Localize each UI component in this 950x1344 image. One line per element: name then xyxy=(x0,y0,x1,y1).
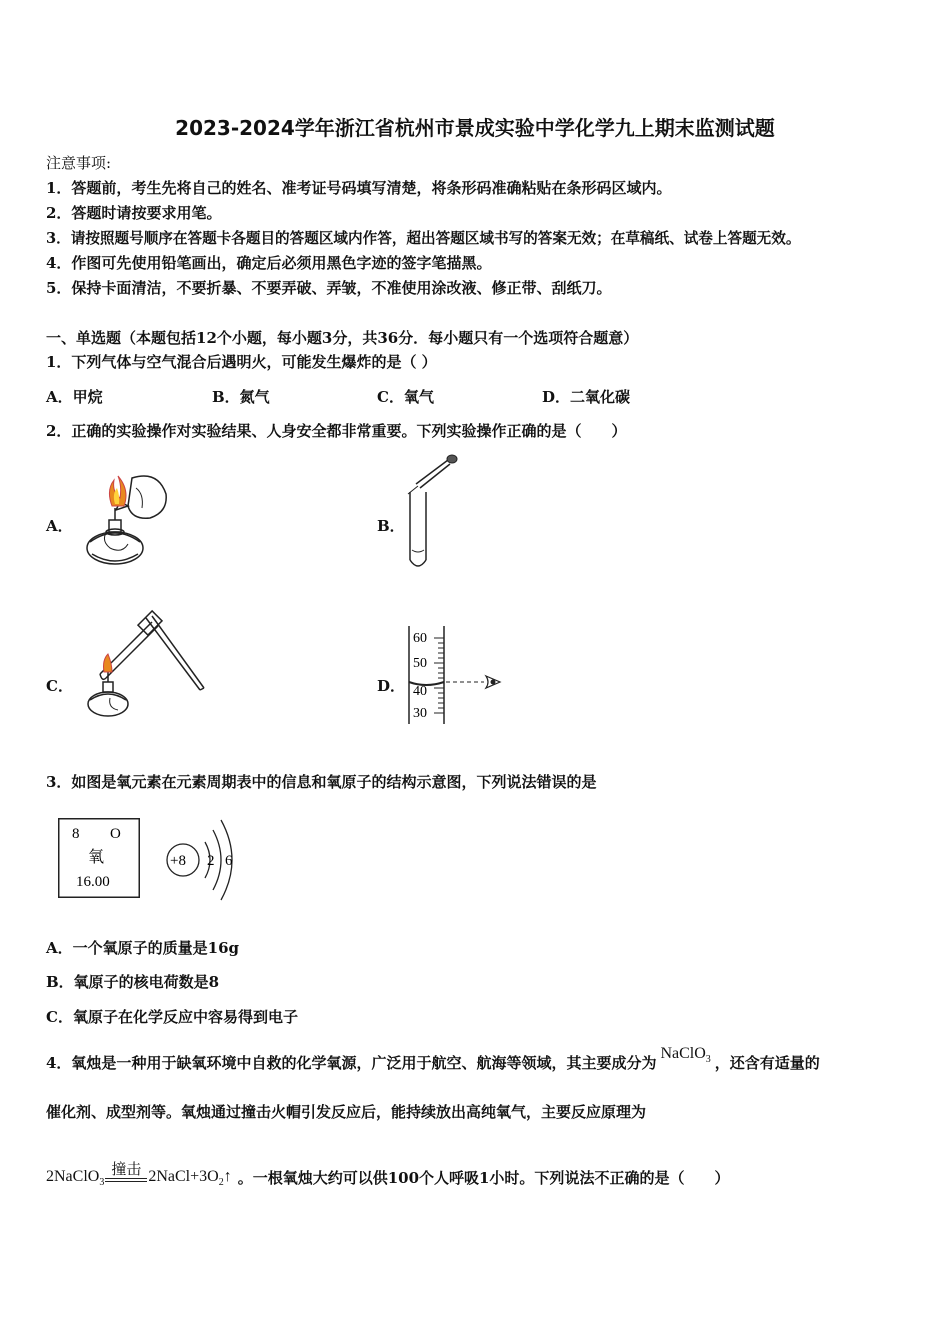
eq-double-line xyxy=(105,1178,147,1182)
q4-part2: ，还含有适量的 xyxy=(714,1054,820,1072)
reaction-equation xyxy=(46,1162,729,1188)
eq-right xyxy=(148,1168,231,1188)
q4-part1: 4．氧烛是一种用于缺氧环境中自救的化学氧源，广泛用于航空、航海等领域，其主要成分为 xyxy=(46,1054,657,1072)
q3-option-c: C．氧原子在化学反应中容易得到电子 xyxy=(46,1008,298,1026)
q1-option-c: C．氧气 xyxy=(377,388,434,406)
q4-formula-sub: 3 xyxy=(705,1054,711,1066)
q3-option-b: B．氧原子的核电荷数是8 xyxy=(46,973,220,991)
figure-a-alcohol-lamp-lighting xyxy=(70,460,180,572)
q2-label-b: B． xyxy=(377,517,405,535)
notice-item: 4．作图可先使用铅笔画出，确定后必须用黑色字迹的签字笔描黑。 xyxy=(46,254,492,272)
cylinder-tick-60: 60 xyxy=(413,631,427,646)
q1-option-d: D．二氧化碳 xyxy=(542,388,631,406)
figure-c-heating-test-tube xyxy=(80,612,210,724)
notice-item: 1．答题前，考生先将自己的姓名、准考证号码填写清楚，将条形码准确粘贴在条形码区域内。 xyxy=(46,179,672,197)
oxygen-element-card xyxy=(58,818,140,898)
q3-option-a: A．一个氧原子的质量是16g xyxy=(46,939,240,957)
cylinder-tick-50: 50 xyxy=(413,656,427,671)
q1-option-b: B．氮气 xyxy=(212,388,270,406)
question-3-stem: 3．如图是氧元素在元素周期表中的信息和氧原子的结构示意图，下列说法错误的是 xyxy=(46,773,597,791)
notice-item: 5．保持卡面清洁，不要折暴、不要弄破、弄皱，不准使用涂改液、修正带、刮纸刀。 xyxy=(46,279,612,297)
eq-left-sub: 3 xyxy=(99,1177,105,1188)
shell-1-electrons: 2 xyxy=(207,853,215,869)
nucleus-charge: +8 xyxy=(170,853,186,869)
q2-label-d: D． xyxy=(377,677,406,695)
atomic-number: 8 xyxy=(72,826,80,842)
eq-gas-arrow: ↑ xyxy=(223,1167,232,1185)
q2-label-c: C． xyxy=(46,677,73,695)
question-4-stem xyxy=(46,1045,820,1075)
notice-item: 3．请按照题号顺序在答题卡各题目的答题区域内作答，超出答题区域书写的答案无效；在草稿纸、试卷上答题无效。 xyxy=(46,230,801,247)
q1-option-a: A．甲烷 xyxy=(46,388,103,406)
eq-left xyxy=(46,1168,104,1188)
eq-left-main: 2NaClO xyxy=(46,1167,100,1185)
atomic-mass: 16.00 xyxy=(76,874,110,890)
question-1-stem: 1．下列气体与空气混合后遇明火，可能发生爆炸的是（ ） xyxy=(46,353,437,371)
eq-right-sub: 2 xyxy=(218,1177,224,1188)
q2-label-a: A． xyxy=(46,517,73,535)
q4-tail: 。一根氧烛大约可以供100个人呼吸1小时。下列说法不正确的是（ ） xyxy=(237,1169,730,1187)
cylinder-tick-30: 30 xyxy=(413,706,427,721)
q4-formula xyxy=(660,1045,711,1066)
shell-2-electrons: 6 xyxy=(225,853,233,869)
eq-condition-block xyxy=(105,1162,147,1188)
figure-d-graduated-cylinder xyxy=(404,620,514,730)
element-symbol: O xyxy=(110,826,121,842)
element-name: 氧 xyxy=(88,849,105,866)
eq-condition: 撞击 xyxy=(111,1162,142,1178)
section-heading: 一、单选题（本题包括12个小题，每小题3分，共36分．每小题只有一个选项符合题意） xyxy=(46,329,639,347)
question-4-line2: 催化剂、成型剂等。氧烛通过撞击火帽引发反应后，能持续放出高纯氧气，主要反应原理为 xyxy=(46,1103,647,1121)
eq-right-main: 2NaCl+3O xyxy=(148,1167,219,1185)
notice-heading: 注意事项: xyxy=(46,154,112,172)
question-2-stem: 2．正确的实验操作对实验结果、人身安全都非常重要。下列实验操作正确的是（ ） xyxy=(46,422,627,440)
oxygen-atom-structure xyxy=(165,818,245,900)
cylinder-tick-40: 40 xyxy=(413,684,427,699)
q4-formula-main: NaClO xyxy=(660,1045,706,1062)
figure-b-test-tube-dropper xyxy=(400,452,470,572)
page-title: 2023-2024学年浙江省杭州市景成实验中学化学九上期末监测试题 xyxy=(175,116,775,140)
notice-item: 2．答题时请按要求用笔。 xyxy=(46,204,222,222)
